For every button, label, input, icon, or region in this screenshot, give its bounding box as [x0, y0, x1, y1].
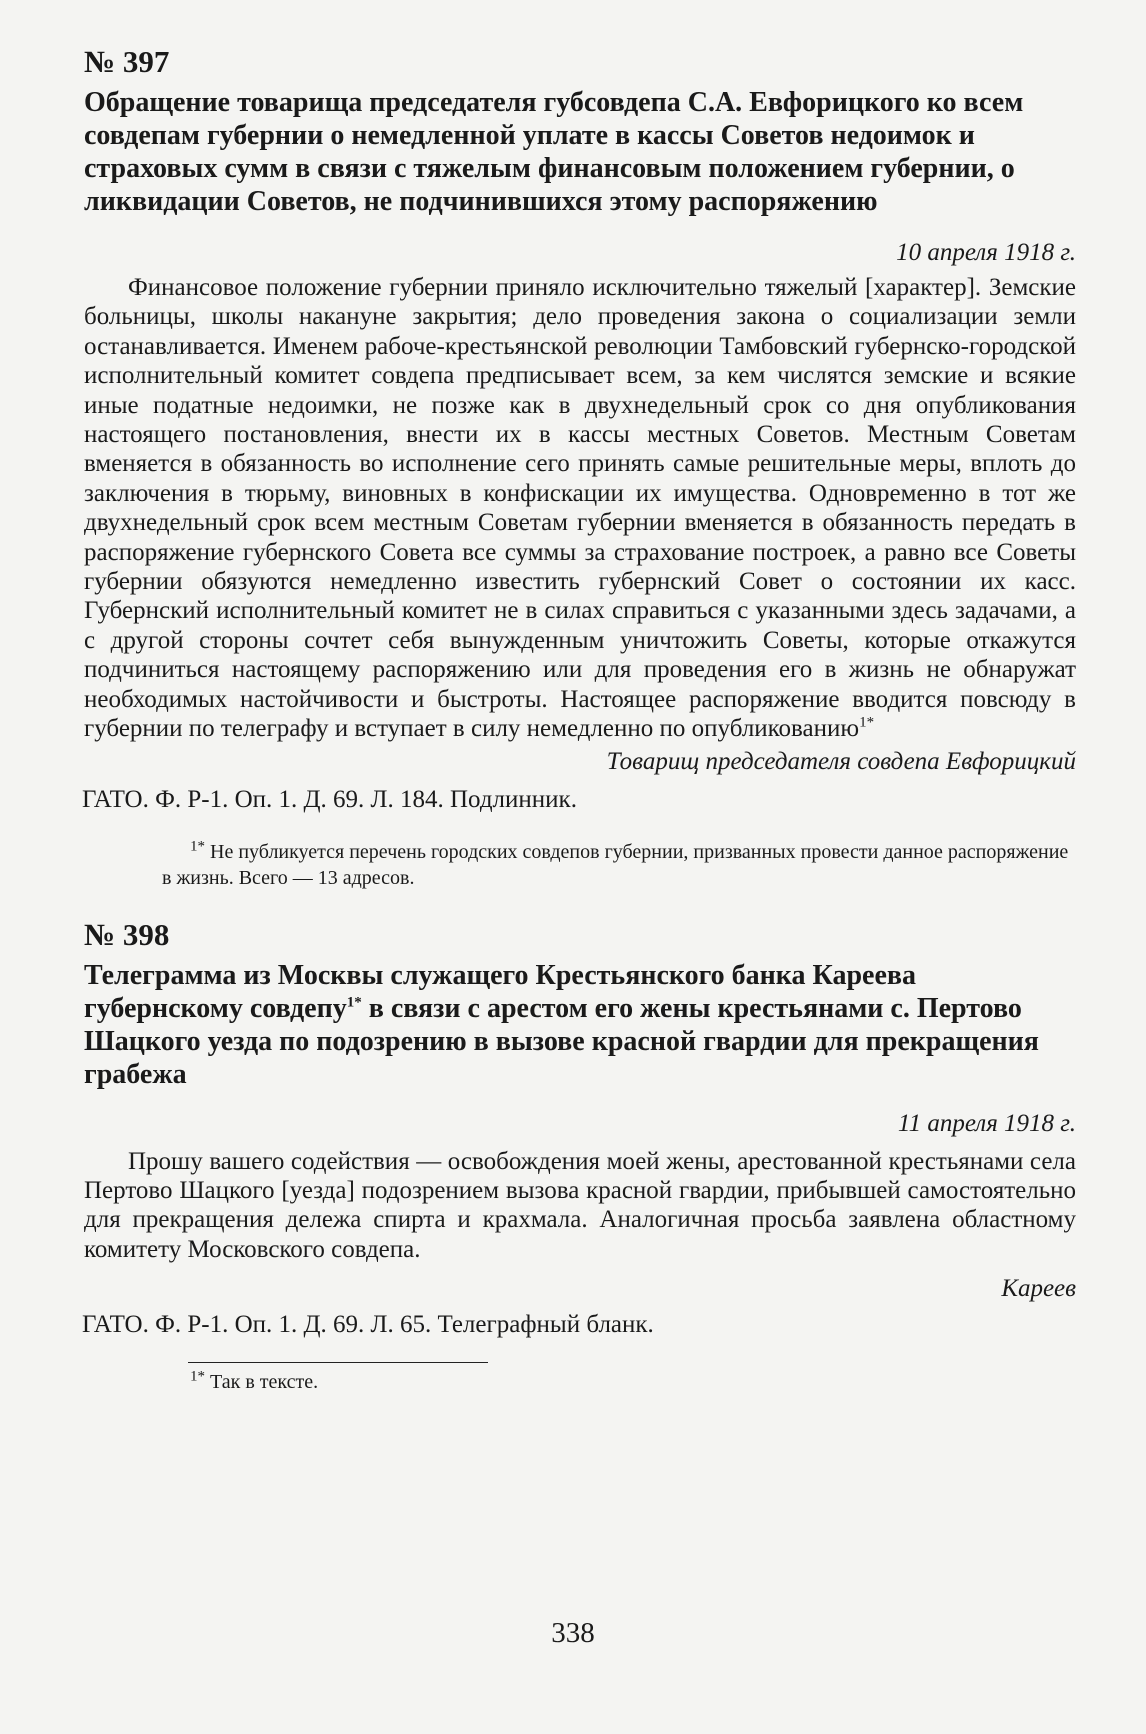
- doc398-title-part1: Телеграмма из Москвы служащего Крестьянского банка Кареева губернскому совдепу: [84, 959, 917, 1024]
- doc398-body: Прошу вашего содействия — освобождения моей жены, арестованной крестьянами села Пертово Шацкого [уезда] подозрением вызова красной гвардии, прибывшей самостоятельно для прекращения дележа спирта и крахмала. Аналогичная просьба заявлена областному комитету Московского совдепа.: [84, 1147, 1076, 1263]
- doc398-footnote-text: Так в тексте.: [210, 1371, 319, 1394]
- doc398-title: [84, 959, 1074, 1091]
- doc397-signature: Товарищ председателя совдепа Евфорицкий: [606, 747, 1076, 775]
- doc397-footnote-mark: 1*: [190, 837, 205, 854]
- doc398-title-footnote-mark: 1*: [346, 994, 362, 1011]
- doc397-body-footnote-mark: 1*: [859, 714, 875, 731]
- footnote-divider: [188, 1362, 488, 1363]
- doc397-body-text: Финансовое положение губернии приняло исключительно тяжелый [характер]. Земские больницы, школы накануне закрытия; дело проведения закона о социализации земли останавливается. Именем рабоче-крестьянской революции Тамбовский губернско-городской исполнительный комитет совдепа предписывает всем, за кем числятся земские и всякие иные податные недоимки, не позже как в двухнедельный срок со дня опубликования настоящего постановления, внести их в кассы местных Советов. Местным Советам вменяется в обязанность во исполнение сего принять самые решительные меры, вплоть до заключения в тюрьму, виновных в конфискации их имущества. Одновременно в тот же двухнедельный срок всем местным Советам губернии вменяется в обязанность передать в распоряжение губернского Совета все суммы за страхование построек, а равно все Советы губернии обязуются немедленно известить губернский Совет о состоянии их касс. Губернский исполнительный комитет не в силах справиться с указанными здесь задачами, а с другой стороны сочтет себя вынужденным уничтожить Советы, которые откажутся подчиниться настоящему распоряжению или для проведения его в жизнь не обнаружат необходимых настойчивости и быстроты. Настоящее распоряжение вводится повсюду в губернии по телеграфу и вступает в силу немедленно по опубликованию: [84, 274, 1076, 743]
- doc398-number: № 398: [84, 916, 170, 952]
- doc397-body: [84, 273, 1076, 744]
- doc398-date: 11 апреля 1918 г.: [897, 1109, 1076, 1137]
- doc398-footnote: [84, 1369, 1076, 1395]
- doc397-footnote: [84, 839, 1076, 891]
- page: [84, 44, 1076, 1395]
- doc397-number: № 397: [84, 44, 170, 79]
- doc397-footnote-text: Не публикуется перечень городских совдепов губернии, призванных провести данное распоряжение в жизнь. Всего — 13 адресов.: [162, 840, 1069, 889]
- doc397-date: 10 апреля 1918 г.: [896, 239, 1076, 266]
- doc397-source: ГАТО. Ф. Р-1. Оп. 1. Д. 69. Л. 184. Подлинник.: [82, 785, 577, 813]
- doc398-signature: Кареев: [1001, 1275, 1076, 1303]
- doc398-source: ГАТО. Ф. Р-1. Оп. 1. Д. 69. Л. 65. Телеграфный бланк.: [82, 1311, 654, 1339]
- doc397-title: Обращение товарища председателя губсовдепа С.А. Евфорицкого ко всем совдепам губернии о немедленной уплате в кассы Советов недоимок и страховых сумм в связи с тяжелым финансовым положением губернии, о ликвидации Советов, не подчинившихся этому распоряжению: [84, 87, 1024, 217]
- doc398-title-part2: в связи с арестом его жены крестьянами с. Пертово Шацкого уезда по подозрению в вызове красной гвардии для прекращения грабежа: [84, 992, 1039, 1090]
- doc398-footnote-mark: 1*: [190, 1368, 205, 1385]
- page-number: 338: [551, 1617, 595, 1649]
